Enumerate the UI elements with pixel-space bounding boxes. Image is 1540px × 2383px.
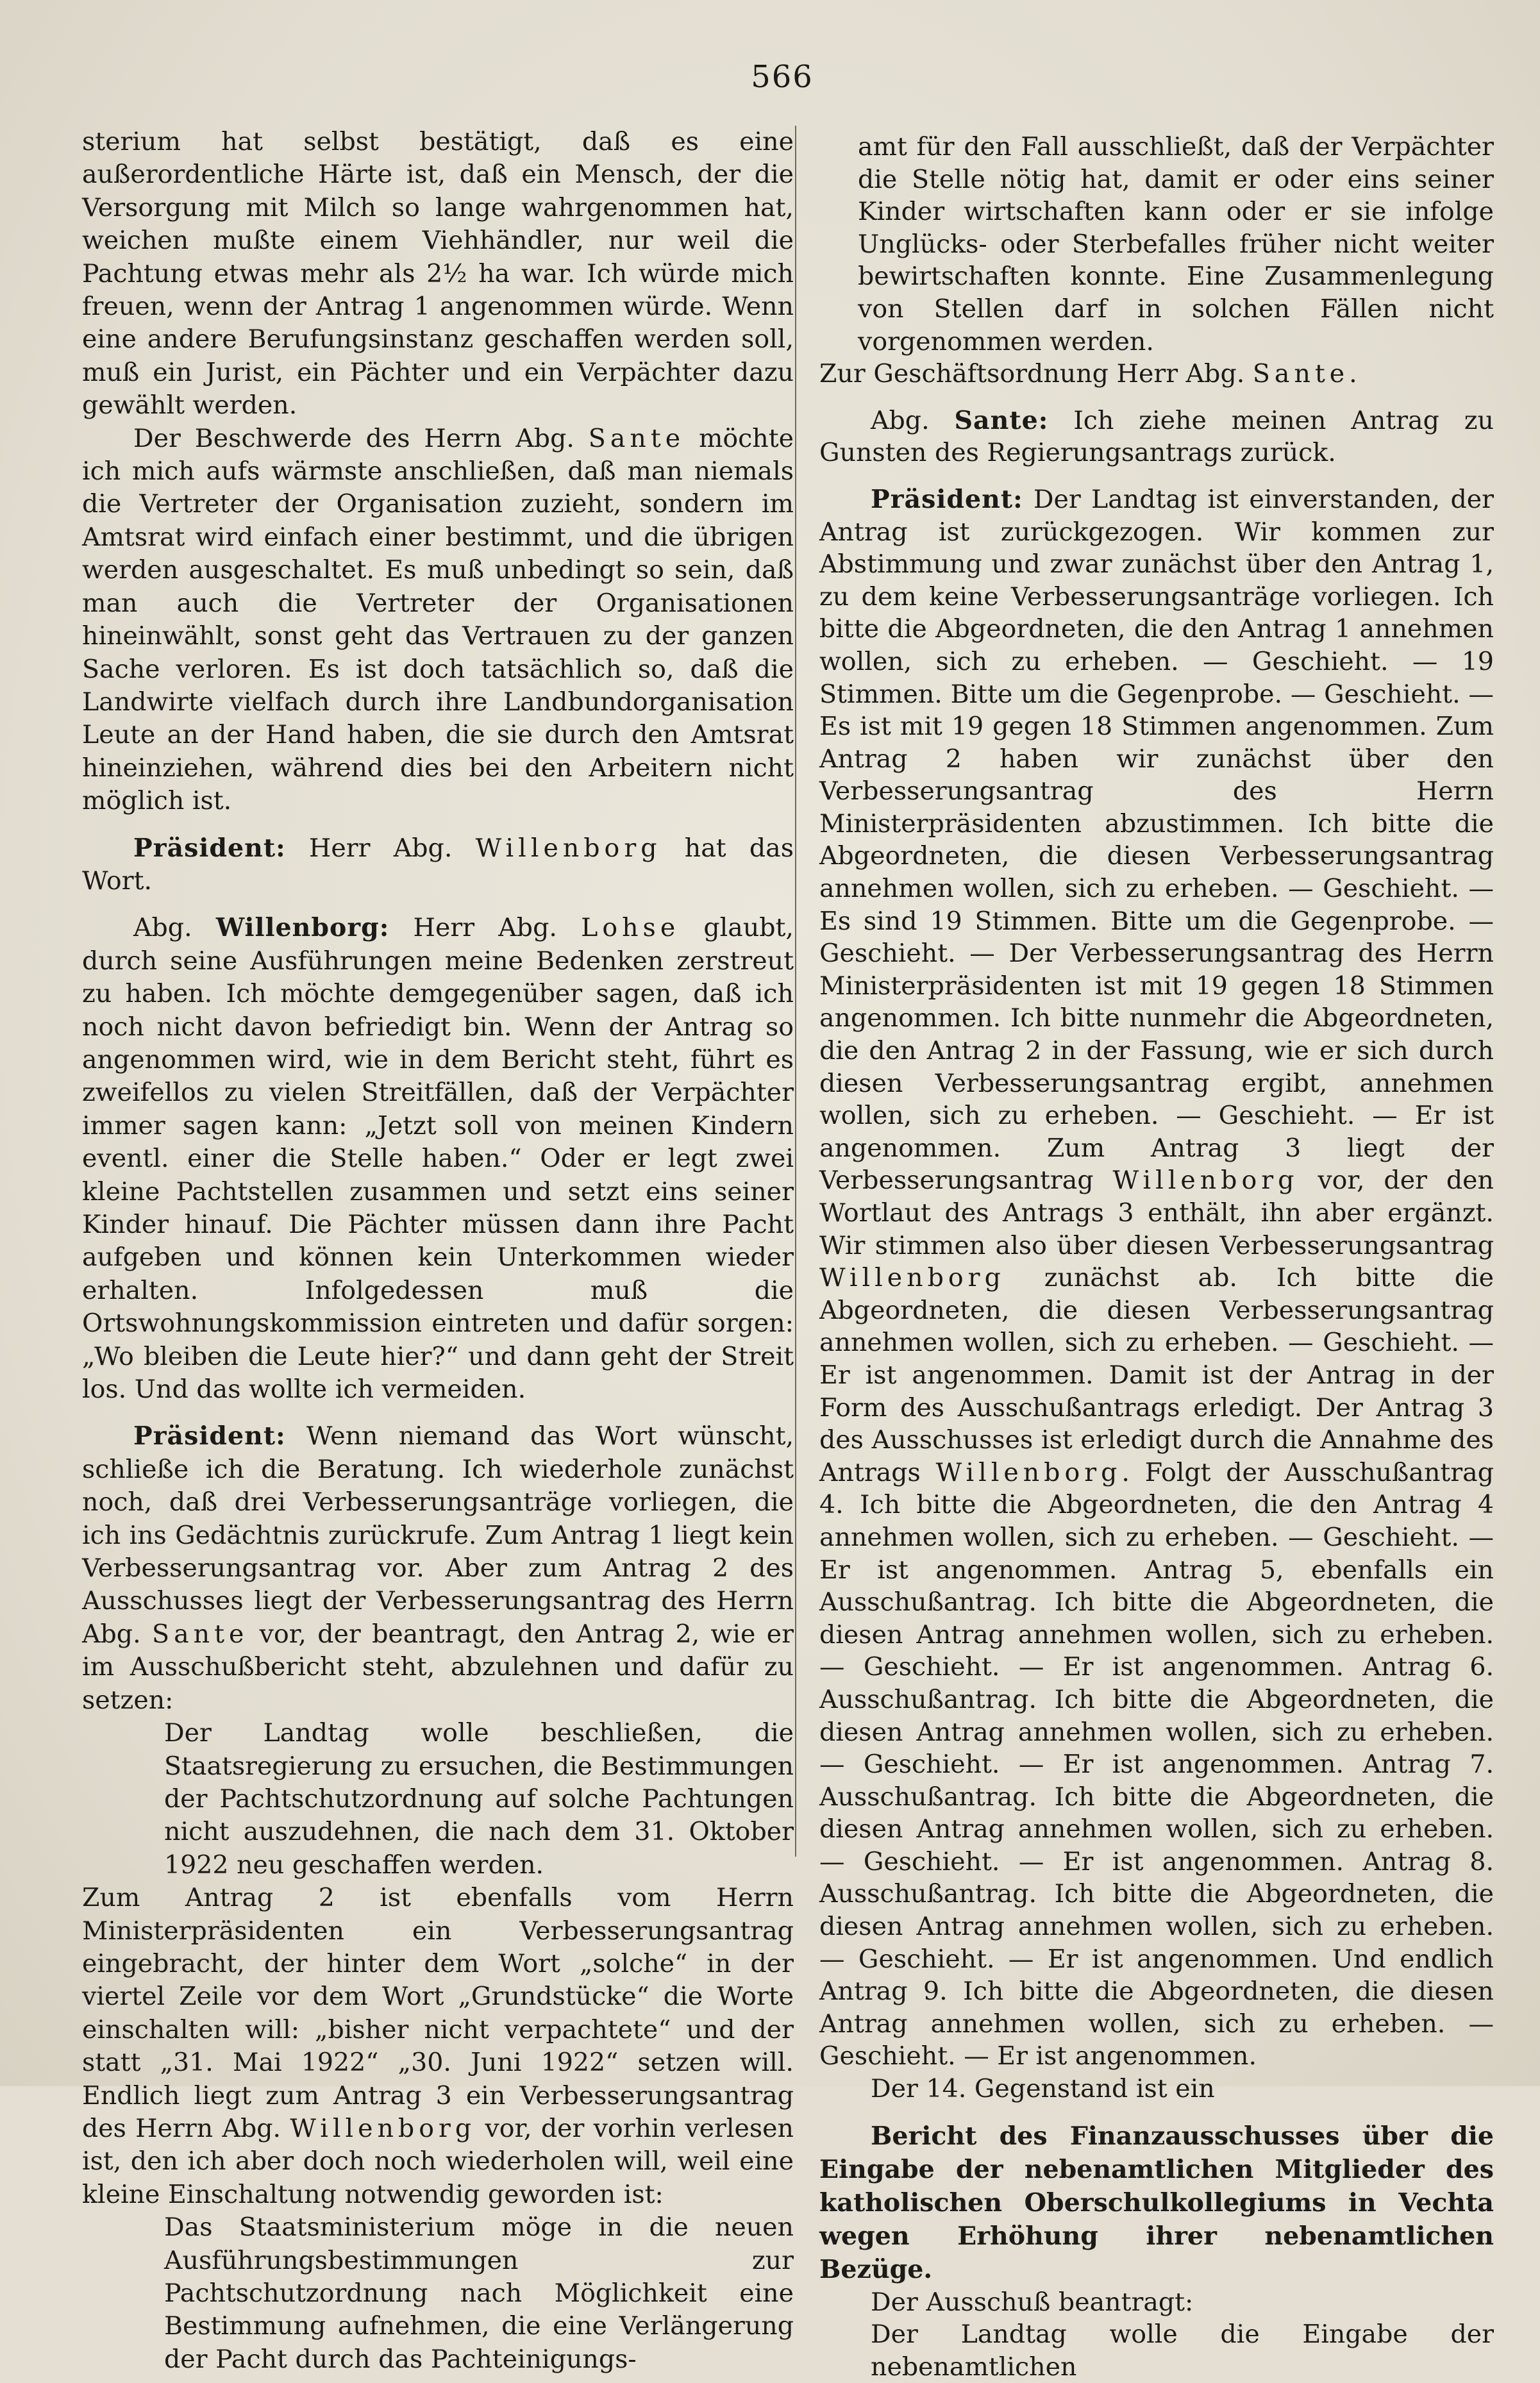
speaker-label: Willenborg: bbox=[215, 913, 390, 943]
speaker-label: Präsident: bbox=[133, 1421, 286, 1451]
speaker-name: Willenborg bbox=[935, 1457, 1122, 1487]
paragraph: Abg. Willenborg: Herr Abg. Lohse glaubt, durch seine Ausführungen meine Bedenken zerstreut zu haben. Ich möchte demgegenüber sagen, daß ich noch nicht davon befriedigt bin. Wenn der Antrag so angenommen wird, wie in dem Bericht steht, führt es zweifellos zu vielen Streitfällen, daß der Verpächter immer sagen kann: „Jetzt soll von meinen Kindern eventl. einer die Stelle haben.“ Oder er legt zwei kleine Pachtstellen zusammen und setzt eins seiner Kinder hinauf. Die Pächter müssen dann ihre Pacht aufgeben und können kein Unterkommen wieder erhalten. Infolgedessen muß die Ortswohnungskommission eintreten und dafür sorgen: „Wo bleiben die Leute hier?“ und dann geht der Streit los. Und das wollte ich vermeiden. bbox=[82, 913, 794, 1405]
quoted-motion: Das Staatsministerium möge in die neuen Ausführungsbestimmungen zur Pachtschutzordnung nach Möglichkeit eine Bestimmung aufnehmen, die eine Verlängerung der Pacht durch das Pachteinigungs- bbox=[164, 2212, 794, 2374]
paragraph: Präsident: Der Landtag ist einverstanden, der Antrag ist zurückgezogen. Wir kommen zur Abstimmung und zwar zunächst über den Antrag 1, zu dem keine Verbesserungsanträge vorliegen. Ich bitte die Abgeordneten, die den Antrag 1 annehmen wollen, sich zu erheben. — Geschieht. — 19 Stimmen. Bitte um die Gegenprobe. — Geschieht. — Es ist mit 19 gegen 18 Stimmen angenommen. Zum Antrag 2 haben wir zunächst über den Verbesserungsantrag des Herrn Ministerpräsidenten abzustimmen. Ich bitte die Abgeordneten, die diesen Verbesserungsantrag annehmen wollen, sich zu erheben. — Geschieht. — Es sind 19 Stimmen. Bitte um die Gegenprobe. — Geschieht. — Der Verbesserungsantrag des Herrn Ministerpräsidenten ist mit 19 gegen 18 Stimmen angenommen. Ich bitte nunmehr die Abgeordneten, die den Antrag 2 in der Fassung, wie er sich durch diesen Verbesserungsantrag ergibt, annehmen wollen, sich zu erheben. — Geschieht. — Er ist angenommen. Zum Antrag 3 liegt der Verbesserungsantrag Willenborg vor, der den Wortlaut des Antrags 3 enthält, ihn aber ergänzt. Wir stimmen also über diesen Verbesserungsantrag Willenborg zunächst ab. Ich bitte die Abgeordneten, die diesen Verbesserungsantrag annehmen wollen, sich zu erheben. — Geschieht. — Er ist angenommen. Damit ist der Antrag in der Form des Ausschußantrags erledigt. Der Antrag 3 des Ausschusses ist erledigt durch die Annahme des Antrags Willenborg. Folgt der Ausschußantrag 4. Ich bitte die Abgeordneten, die den Antrag 4 annehmen wollen, sich zu erheben. — Geschieht. — Er ist angenommen. Antrag 5, ebenfalls ein Ausschußantrag. Ich bitte die Abgeordneten, die diesen Antrag annehmen wollen, sich zu erheben. — Geschieht. — Er ist angenommen. Antrag 6. Ausschußantrag. Ich bitte die Abgeordneten, die diesen Antrag annehmen wollen, sich zu erheben. — Geschieht. — Er ist angenommen. Antrag 7. Ausschußantrag. Ich bitte die Abgeordneten, die diesen Antrag annehmen wollen, sich zu erheben. — Geschieht. — Er ist angenommen. Antrag 8. Ausschußantrag. Ich bitte die Abgeordneten, die diesen Antrag annehmen wollen, sich zu erheben. — Geschieht. — Er ist angenommen. Und endlich Antrag 9. Ich bitte die Abgeordneten, die diesen Antrag annehmen wollen, sich zu erheben. — Geschieht. — Er ist angenommen. bbox=[819, 484, 1494, 2071]
left-column bbox=[82, 126, 794, 2376]
paragraph: Der Ausschuß beantragt: bbox=[871, 2287, 1194, 2317]
quoted-motion: Der Landtag wolle beschließen, die Staatsregierung zu ersuchen, die Bestimmungen der Pachtschutzordnung auf solche Pachtungen nicht auszudehnen, die nach dem 31. Oktober 1922 neu geschaffen werden. bbox=[164, 1718, 794, 1880]
paragraph: Zum Antrag 2 ist ebenfalls vom Herrn Ministerpräsidenten ein Verbesserungsantrag eingebracht, der hinter dem Wort „solche“ in der viertel Zeile vor dem Wort „Grundstücke“ die Worte einschalten will: „bisher nicht verpachtete“ und der statt „31. Mai 1922“ „30. Juni 1922“ setzen will. Endlich liegt zum Antrag 3 ein Verbesserungsantrag des Herrn Abg. Willenborg vor, der vorhin verlesen ist, den ich aber doch noch wiederholen will, weil eine kleine Einschaltung notwendig geworden ist: bbox=[82, 1883, 794, 2209]
speaker-name: Sante bbox=[1252, 359, 1350, 389]
speaker-name: Sante bbox=[152, 1619, 249, 1649]
paragraph: sterium hat selbst bestätigt, daß es eine außerordentliche Härte ist, daß ein Mensch, der die Versorgung mit Milch so lange wahrgenommen hat, weichen mußte einem Viehhändler, nur weil die Pachtung etwas mehr als 2½ ha war. Ich würde mich freuen, wenn der Antrag 1 angenommen würde. Wenn eine andere Berufungsinstanz geschaffen werden soll, muß ein Jurist, ein Pächter und ein Verpächter dazu gewählt werden. bbox=[82, 127, 794, 421]
quoted-motion: Der Landtag wolle die Eingabe der nebenamtlichen bbox=[871, 2320, 1494, 2382]
speaker-name: Willenborg bbox=[475, 833, 662, 863]
page-number: 566 bbox=[751, 59, 814, 95]
paragraph: Präsident: Herr Abg. Willenborg hat das Wort. bbox=[82, 833, 794, 896]
paragraph: Zur Geschäftsordnung Herr Abg. Sante. bbox=[819, 359, 1357, 389]
right-column bbox=[819, 131, 1494, 2383]
speaker-label: Präsident: bbox=[133, 833, 286, 863]
speaker-name: Lohse bbox=[581, 913, 680, 943]
column-divider bbox=[795, 126, 796, 1857]
speaker-label: Präsident: bbox=[871, 484, 1023, 514]
speaker-label: Sante: bbox=[954, 405, 1049, 435]
paragraph: Abg. Sante: Ich ziehe meinen Antrag zu Gunsten des Regierungsantrags zurück. bbox=[819, 405, 1494, 468]
speaker-name: Willenborg bbox=[290, 2113, 476, 2143]
agenda-line: Der 14. Gegenstand ist ein bbox=[871, 2074, 1215, 2104]
speaker-name: Willenborg bbox=[819, 1263, 1005, 1293]
quoted-motion-continued: amt für den Fall ausschließt, daß der Verpächter die Stelle nötig hat, damit er oder eins seiner Kinder wirtschaften kann oder er sie infolge Unglücks- oder Sterbefalles früher nicht weiter bewirtschaften konnte. Eine Zusammenlegung von Stellen darf in solchen Fällen nicht vorgenommen werden. bbox=[858, 132, 1494, 356]
speaker-name: Willenborg bbox=[1112, 1166, 1299, 1196]
speaker-name: Sante bbox=[588, 423, 685, 453]
paragraph: Präsident: Wenn niemand das Wort wünscht, schließe ich die Beratung. Ich wiederhole zunächst noch, daß drei Verbesserungsanträge vorliegen, die ich ins Gedächtnis zurückrufe. Zum Antrag 1 liegt kein Verbesserungsantrag vor. Aber zum Antrag 2 des Ausschusses liegt der Verbesserungsantrag des Herrn Abg. Sante vor, der beantragt, den Antrag 2, wie er im Ausschußbericht steht, abzulehnen und dafür zu setzen: bbox=[82, 1421, 794, 1715]
paragraph: Der Beschwerde des Herrn Abg. Sante möchte ich mich aufs wärmste anschließen, daß man niemals die Vertreter der Organisation zuzieht, sondern im Amtsrat wird einfach einer bestimmt, und die übrigen werden ausgeschaltet. Es muß unbedingt so sein, daß man auch die Vertreter der Organisationen hineinwählt, sonst geht das Vertrauen zu der ganzen Sache verloren. Es ist doch tatsächlich so, daß die Landwirte vielfach durch ihre Landbundorganisation Leute an der Hand haben, die sie durch den Amtsrat hineinziehen, während dies bei den Arbeitern nicht möglich ist. bbox=[82, 423, 794, 816]
section-heading: Bericht des Finanzausschusses über die Eingabe der nebenamtlichen Mitglieder des katholischen Oberschulkollegiums in Vechta wegen Erhöhung ihrer nebenamtlichen Bezüge. bbox=[819, 2121, 1494, 2284]
